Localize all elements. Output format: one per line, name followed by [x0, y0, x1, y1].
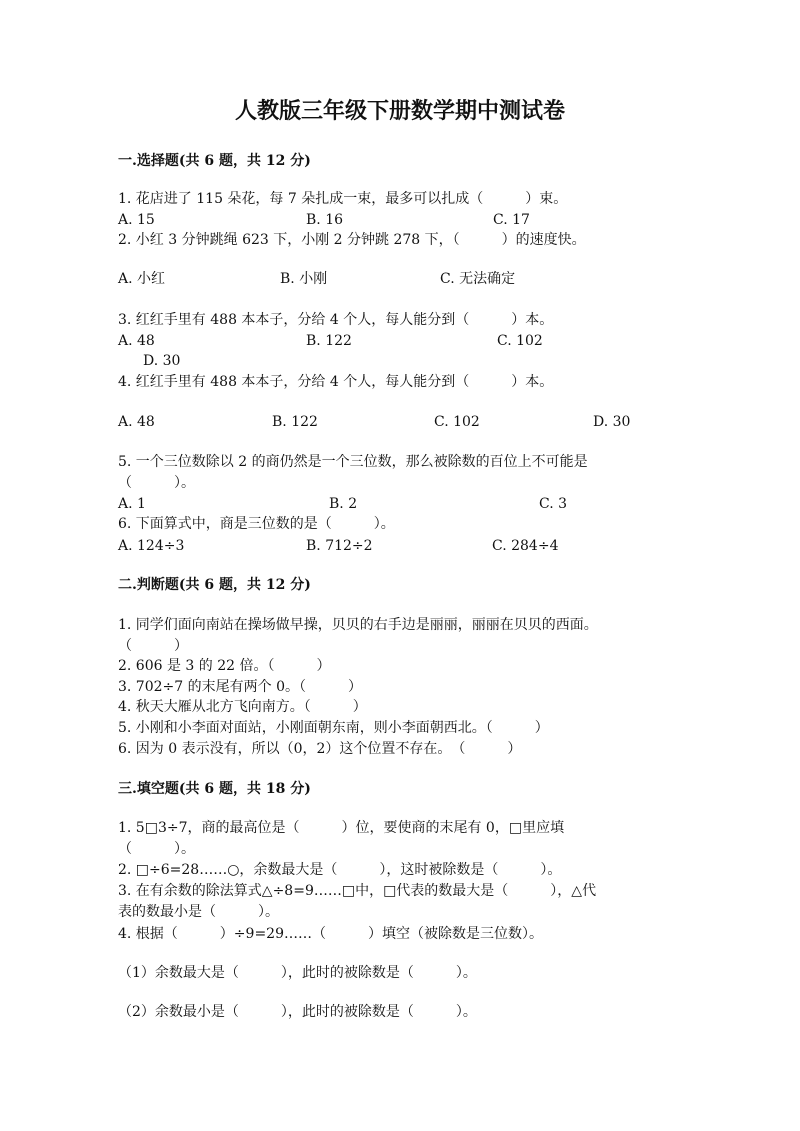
option: C. 102	[434, 414, 480, 430]
list-item: 4. 根据（ ）÷9=29……（ ）填空（被除数是三位数）。	[118, 926, 543, 942]
question-stem: 3. 红红手里有 488 本本子，分给 4 个人，每人能分到（ ）本。	[118, 312, 554, 328]
question-stem: 1. 花店进了 115 朵花，每 7 朵扎成一束，最多可以扎成（ ）束。	[118, 191, 568, 207]
option: A. 1	[118, 496, 146, 512]
option: A. 48	[118, 333, 155, 349]
section-heading: 一.选择题(共 6 题，共 12 分)	[118, 153, 311, 169]
option: D. 30	[593, 414, 631, 430]
question-stem: 4. 红红手里有 488 本本子，分给 4 个人，每人能分到（ ）本。	[118, 374, 554, 390]
list-item: 2. □÷6=28……○，余数最大是（ ），这时被除数是（ ）。	[118, 862, 562, 878]
list-item: 4. 秋天大雁从北方飞向南方。（ ）	[118, 699, 367, 715]
option: D. 30	[143, 353, 181, 369]
option: C. 3	[539, 496, 568, 512]
option: B. 122	[306, 333, 352, 349]
list-item: （ ）。	[118, 841, 195, 857]
option: C. 无法确定	[440, 271, 516, 287]
option: A. 小红	[118, 271, 166, 287]
list-item: 1. 同学们面向南站在操场做早操，贝贝的右手边是丽丽，丽丽在贝贝的西面。	[118, 617, 598, 633]
option: B. 16	[306, 212, 344, 228]
page-title: 人教版三年级下册数学期中测试卷	[234, 98, 565, 124]
list-item: 2. 606 是 3 的 22 倍。（ ）	[118, 658, 331, 674]
list-item: 3. 702÷7 的末尾有两个 0。（ ）	[118, 679, 362, 695]
option: A. 124÷3	[118, 538, 185, 554]
question-stem: 5. 一个三位数除以 2 的商仍然是一个三位数，那么被除数的百位上不可能是	[118, 454, 588, 470]
option: C. 284÷4	[492, 538, 559, 554]
list-item: （1）余数最大是（ ），此时的被除数是（ ）。	[118, 965, 477, 981]
list-item: 3. 在有余数的除法算式△÷8=9……□中，□代表的数最大是（ ），△代	[118, 883, 597, 899]
question-stem: 6. 下面算式中，商是三位数的是（ ）。	[118, 516, 395, 532]
list-item: 表的数最小是（ ）。	[118, 904, 279, 920]
option: B. 122	[272, 414, 318, 430]
section-heading: 二.判断题(共 6 题，共 12 分)	[118, 577, 311, 593]
option: A. 15	[118, 212, 155, 228]
option: B. 2	[329, 496, 358, 512]
list-item: （2）余数最小是（ ），此时的被除数是（ ）。	[118, 1004, 477, 1020]
option: C. 17	[493, 212, 530, 228]
list-item: 5. 小刚和小李面对面站，小刚面朝东南，则小李面朝西北。（ ）	[118, 720, 549, 736]
option: B. 712÷2	[306, 538, 373, 554]
option: C. 102	[497, 333, 543, 349]
option: B. 小刚	[280, 271, 328, 287]
list-item: 1. 5□3÷7，商的最高位是（ ）位，要使商的末尾有 0，□里应填	[118, 820, 565, 836]
section-heading: 三.填空题(共 6 题，共 18 分)	[118, 781, 311, 797]
question-stem: 2. 小红 3 分钟跳绳 623 下，小刚 2 分钟跳 278 下，（ ）的速度快。	[118, 232, 586, 248]
list-item: （ ）	[118, 638, 188, 654]
list-item: 6. 因为 0 表示没有，所以（0，2）这个位置不存在。 （ ）	[118, 741, 522, 757]
option: A. 48	[118, 414, 155, 430]
question-stem: （ ）。	[118, 475, 195, 491]
